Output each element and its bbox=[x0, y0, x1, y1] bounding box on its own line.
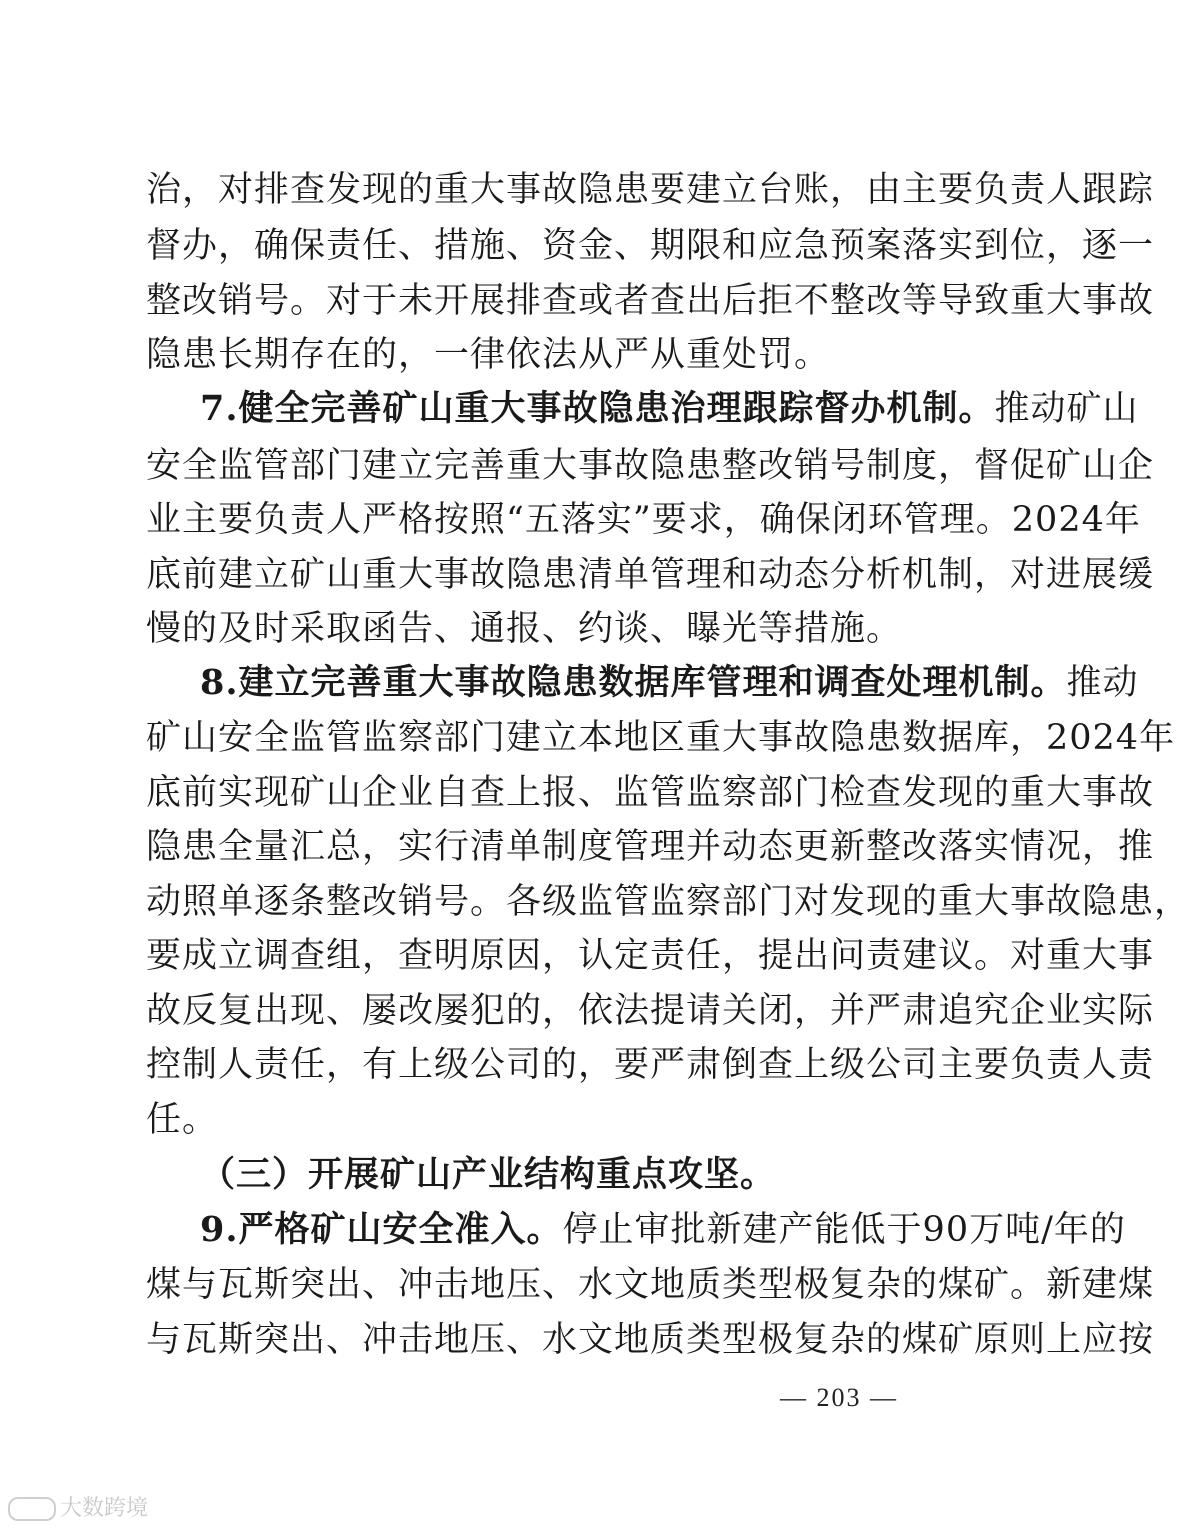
watermark-text: 大数跨境 bbox=[60, 1496, 149, 1521]
watermark-logo-icon bbox=[8, 1497, 56, 1521]
item-7-line bbox=[200, 388, 1139, 429]
text-line: 隐患全量汇总，实行清单制度管理并动态更新整改落实情况，推 bbox=[146, 827, 1155, 867]
text-line: 矿山安全监管监察部门建立本地区重大事故隐患数据库，2024年 bbox=[146, 718, 1176, 758]
page-number: — 203 — bbox=[780, 1383, 898, 1412]
text-line: 治，对排查发现的重大事故隐患要建立台账，由主要负责人跟踪 bbox=[146, 170, 1155, 210]
item-9-line bbox=[200, 1209, 1126, 1250]
text-line: 要成立调查组，查明原因，认定责任，提出问责建议。对重大事 bbox=[146, 936, 1155, 976]
text-line: 安全监管部门建立完善重大事故隐患整改销号制度，督促矿山企 bbox=[146, 446, 1155, 486]
text-line: 与瓦斯突出、冲击地压、水文地质类型极复杂的煤矿原则上应按 bbox=[146, 1320, 1155, 1360]
text-line: 控制人责任，有上级公司的，要严肃倒查上级公司主要负责人责 bbox=[146, 1045, 1155, 1085]
text-line: 隐患长期存在的，一律依法从严从重处罚。 bbox=[146, 335, 831, 375]
text-line: 整改销号。对于未开展排查或者查出后拒不整改等导致重大事故 bbox=[146, 281, 1155, 321]
item-9-heading: 9.严格矿山安全准入。 bbox=[200, 1209, 563, 1250]
text-line: 督办，确保责任、措施、资金、期限和应急预案落实到位，逐一 bbox=[146, 226, 1155, 266]
item-8-line bbox=[200, 662, 1139, 703]
watermark bbox=[8, 1496, 148, 1522]
item-8-text: 推动 bbox=[1066, 663, 1139, 703]
text-line: 动照单逐条整改销号。各级监管监察部门对发现的重大事故隐患， bbox=[146, 882, 1190, 922]
text-line: 任。 bbox=[146, 1100, 219, 1140]
item-7-heading: 7.健全完善矿山重大事故隐患治理跟踪督办机制。 bbox=[200, 388, 995, 429]
item-8-heading: 8.建立完善重大事故隐患数据库管理和调查处理机制。 bbox=[200, 662, 1067, 703]
text-line: 底前建立矿山重大事故隐患清单管理和动态分析机制，对进展缓 bbox=[146, 555, 1155, 595]
text-line: 底前实现矿山企业自查上报、监管监察部门检查发现的重大事故 bbox=[146, 773, 1155, 813]
text-line: 故反复出现、屡改屡犯的，依法提请关闭，并严肃追究企业实际 bbox=[146, 991, 1155, 1031]
section-heading: （三）开展矿山产业结构重点攻坚。 bbox=[200, 1154, 777, 1195]
text-line: 慢的及时采取函告、通报、约谈、曝光等措施。 bbox=[146, 609, 903, 649]
item-7-text: 推动矿山 bbox=[994, 389, 1139, 429]
text-line: 业主要负责人严格按照“五落实”要求，确保闭环管理。2024年 bbox=[146, 500, 1141, 540]
item-9-text: 停止审批新建产能低于90万吨/年的 bbox=[562, 1210, 1126, 1250]
text-line: 煤与瓦斯突出、冲击地压、水文地质类型极复杂的煤矿。新建煤 bbox=[146, 1265, 1155, 1305]
